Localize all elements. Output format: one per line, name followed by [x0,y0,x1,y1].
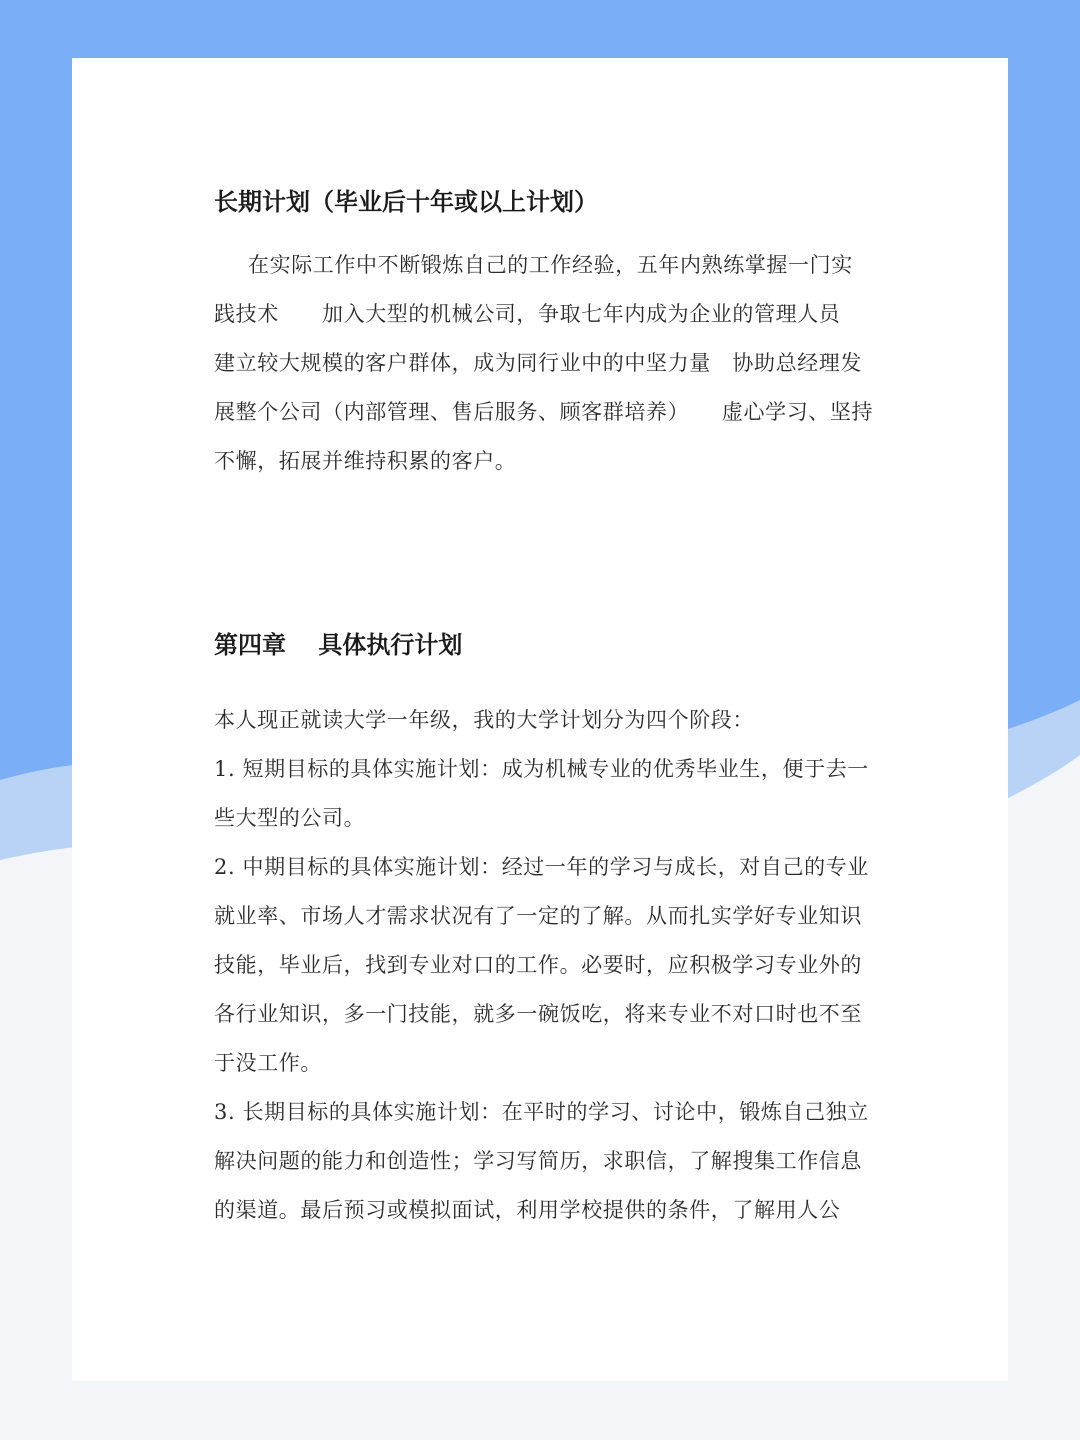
long-term-plan-paragraph [214,241,884,486]
plan-item-long-term: 3. 长期目标的具体实施计划：在平时的学习、讨论中，锻炼自己独立解决问题的能力和创造性；学习写简历，求职信，了解搜集工作信息的渠道。最后预习或模拟面试，利用学校提供的条件，了解用人公 [214,1100,869,1222]
chapter-four-heading: 第四章 具体执行计划 [214,630,463,659]
document-page [72,58,1008,1381]
long-term-plan-text: 在实际工作中不断锻炼自己的工作经验，五年内熟练掌握一门实践技术 加入大型的机械公司，争取七年内成为企业的管理人员 建立较大规模的客户群体，成为同行业中的中坚力量 协助总经理发展整个公司（内部管理、售后服务、顾客群培养） 虚心学习、坚持不懈，拓展并维持积累的客户。 [214,253,884,473]
plan-item-mid-term: 2. 中期目标的具体实施计划：经过一年的学习与成长，对自己的专业就业率、市场人才需求状况有了一定的了解。从而扎实学好专业知识技能，毕业后，找到专业对口的工作。必要时，应积极学习专业外的各行业知识，多一门技能，就多一碗饭吃，将来专业不对口时也不至于没工作。 [214,855,869,1075]
chapter-four-intro: 本人现正就读大学一年级，我的大学计划分为四个阶段： [214,708,754,732]
chapter-four-body [214,696,874,1235]
plan-item-short-term: 1. 短期目标的具体实施计划：成为机械专业的优秀毕业生，便于去一些大型的公司。 [214,757,869,830]
long-term-plan-heading: 长期计划（毕业后十年或以上计划） [214,187,598,216]
